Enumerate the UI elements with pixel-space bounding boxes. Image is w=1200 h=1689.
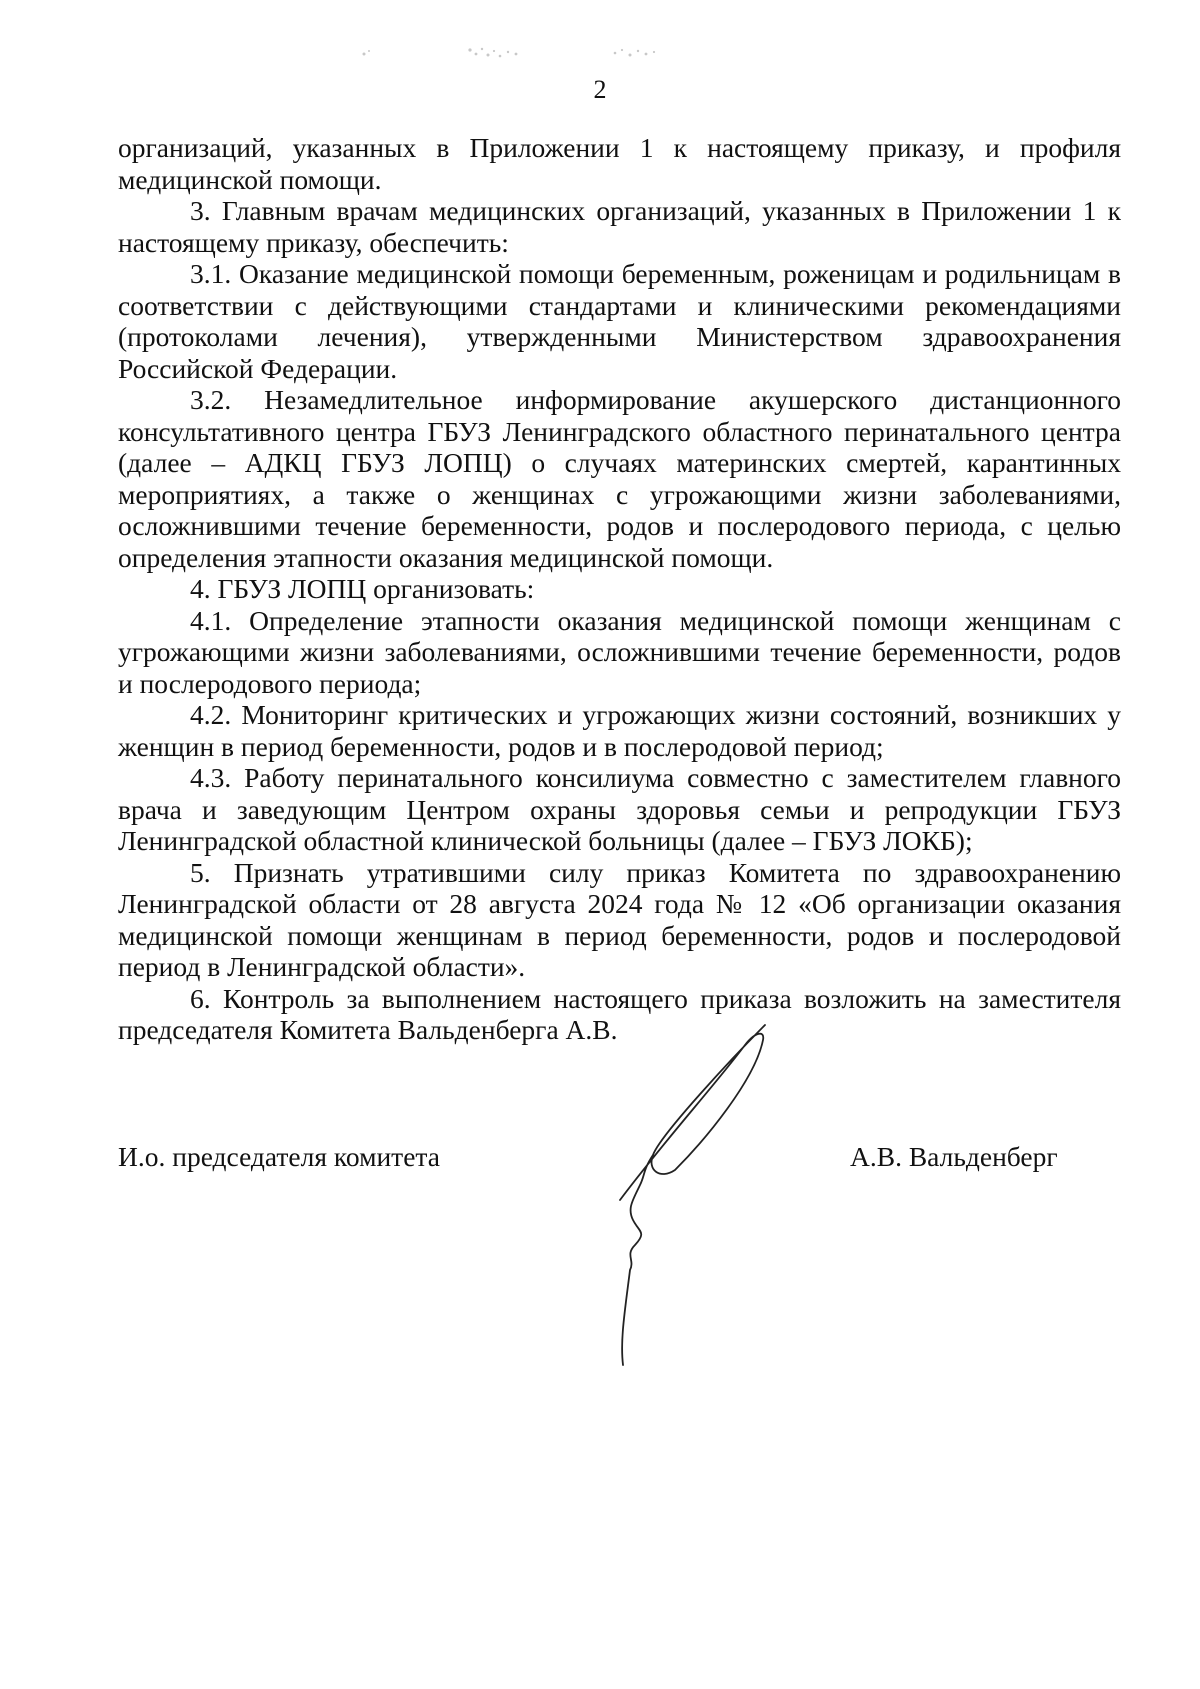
paragraph: 5. Признать утратившими силу приказ Комитета по здравоохранению Ленинградской области от 28 августа 2024 года № 12 «Об организации оказания медицинской помощи женщинам в период беременности, родов и послеродовой период в Ленинградской области».	[118, 856, 1121, 982]
page-number: 2	[593, 75, 607, 104]
handwritten-signature	[605, 1020, 785, 1375]
paragraph: организаций, указанных в Приложении 1 к настоящему приказу, и профиля медицинской помощи.	[118, 132, 1121, 195]
document-body	[118, 132, 1121, 1046]
paragraph: 3.2. Незамедлительное информирование акушерского дистанционного консультативного центра ГБУЗ Ленинградского областного перинатального центра (далее – АДКЦ ГБУЗ ЛОПЦ) о случаях материнских смертей, карантинных мероприятиях, а также о женщинах с угрожающими жизни заболеваниями, осложнившими течение беременности, родов и послеродового периода, с целью определения этапности оказания медицинской помощи.	[118, 384, 1121, 573]
signatory-title: И.о. председателя комитета	[118, 1141, 440, 1172]
signatory-name: А.В. Вальденберг	[850, 1141, 1058, 1172]
paragraph: 4.1. Определение этапности оказания медицинской помощи женщинам с угрожающими жизни заболеваниями, осложнившими течение беременности, родов и послеродового периода;	[118, 604, 1121, 699]
paragraph: 4. ГБУЗ ЛОПЦ организовать:	[190, 573, 535, 604]
paragraph: 4.3. Работу перинатального консилиума совместно с заместителем главного врача и заведующим Центром охраны здоровья семьи и репродукции ГБУЗ Ленинградской областной клинической больницы (далее – ГБУЗ ЛОКБ);	[118, 762, 1121, 856]
paragraph: 6. Контроль за выполнением настоящего приказа возложить на заместителя председателя Комитета Вальденберга А.В.	[118, 982, 1121, 1045]
paragraph: 4.2. Мониторинг критических и угрожающих жизни состояний, возникших у женщин в период беременности, родов и в послеродовой период;	[118, 699, 1121, 762]
paragraph: 3. Главным врачам медицинских организаций, указанных в Приложении 1 к настоящему приказу, обеспечить:	[118, 195, 1121, 258]
paragraph: 3.1. Оказание медицинской помощи беременным, роженицам и родильницам в соответствии с действующими стандартами и клиническими рекомендациями (протоколами лечения), утвержденными Министерством здравоохранения Российской Федерации.	[118, 258, 1121, 384]
scan-artifacts	[360, 42, 680, 71]
